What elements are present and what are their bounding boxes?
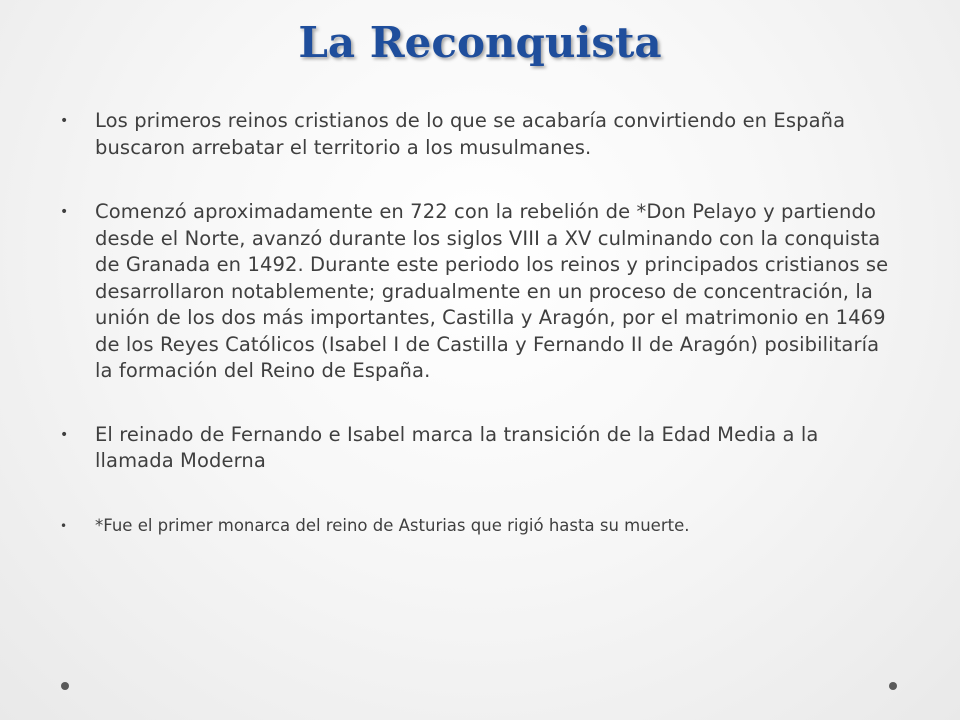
bullet-dot-icon: • <box>60 204 69 220</box>
bullet-text: El reinado de Fernando e Isabel marca la transición de la Edad Media a la llamada Moderna <box>95 422 819 472</box>
bullet-dot-icon: • <box>60 113 69 129</box>
bullet-item <box>52 422 902 475</box>
bullet-text: Los primeros reinos cristianos de lo que se acabaría convirtiendo en España buscaron arrebatar el territorio a los musulmanes. <box>95 109 846 159</box>
bullet-dot-icon: • <box>60 518 68 533</box>
bullet-item <box>52 108 902 161</box>
bullet-text: Comenzó aproximadamente en 722 con la rebelión de *Don Pelayo y partiendo desde el Norte, avanzó durante los siglos VIII a XV culminando con la conquista de Granada en 1492. Durante este periodo los reinos y principados cristianos se desarrollaron notablemente; gradualmente en un proceso de concentración, la unión de los dos más importantes, Castilla y Aragón, por el matrimonio en 1469 de los Reyes Católicos (Isabel I de Castilla y Fernando II de Aragón) posibilitaría la formación del Reino de España. <box>95 200 889 382</box>
bullet-list <box>52 108 902 538</box>
slide-title: La Reconquista <box>298 18 662 67</box>
decorative-dot-left-icon <box>61 682 69 690</box>
bullet-dot-icon: • <box>60 426 69 443</box>
footnote-item <box>52 514 902 538</box>
footnote-text: *Fue el primer monarca del reino de Asturias que rigió hasta su muerte. <box>95 515 690 535</box>
bullet-item <box>52 199 902 385</box>
decorative-dot-right-icon <box>889 682 897 690</box>
